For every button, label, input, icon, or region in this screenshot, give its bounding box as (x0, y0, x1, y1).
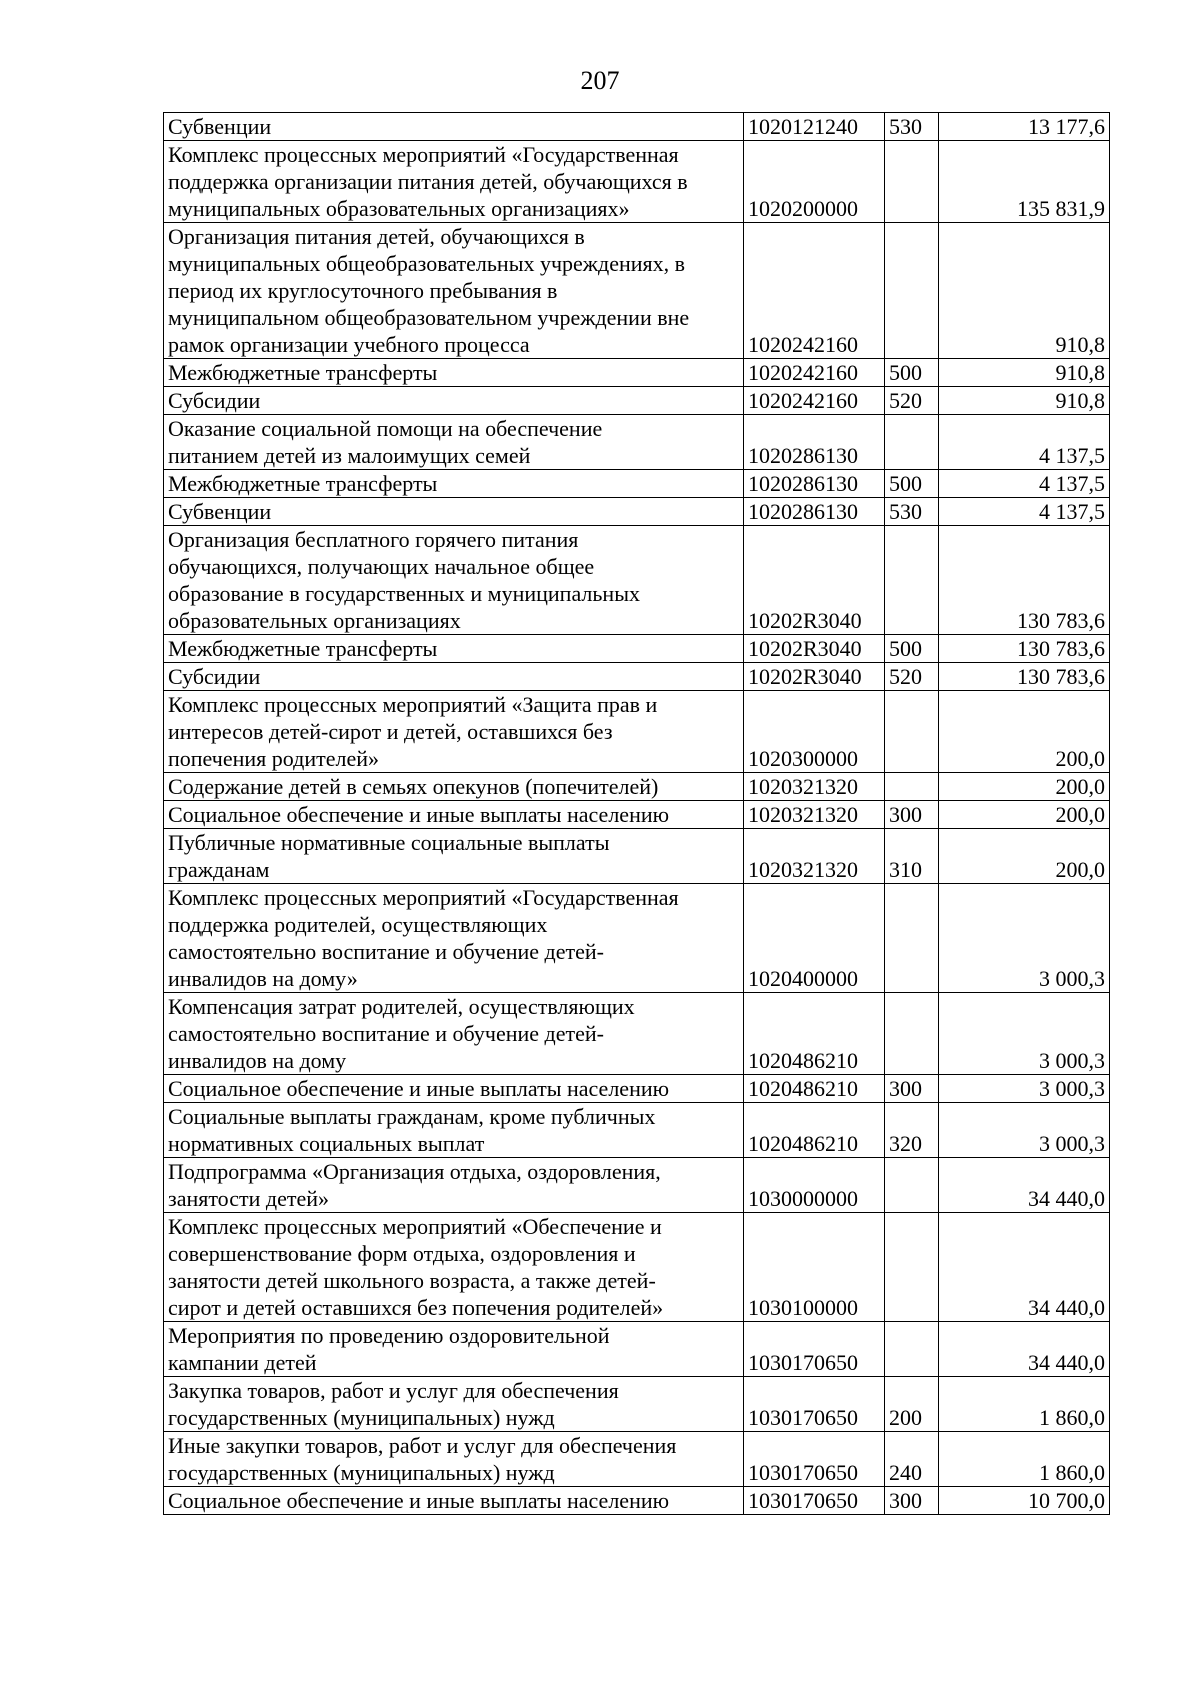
table-row (164, 1487, 1110, 1515)
row-name-cell: Субвенции (164, 498, 744, 526)
row-code-cell: 10202R3040 (744, 635, 885, 663)
row-code-cell: 1020242160 (744, 223, 885, 359)
row-code-cell: 1020486210 (744, 1075, 885, 1103)
table-row (164, 1075, 1110, 1103)
row-code-cell: 1030170650 (744, 1432, 885, 1487)
row-expense-type-cell: 500 (885, 470, 939, 498)
table-row (164, 993, 1110, 1075)
row-name-cell: Социальное обеспечение и иные выплаты населению (164, 1487, 744, 1515)
row-sum-cell: 130 783,6 (939, 526, 1110, 635)
row-expense-type-cell (885, 141, 939, 223)
row-code-cell: 1020286130 (744, 498, 885, 526)
row-code-cell: 10202R3040 (744, 663, 885, 691)
row-code-cell: 1020121240 (744, 113, 885, 141)
table-row (164, 1103, 1110, 1158)
table-row (164, 1432, 1110, 1487)
row-sum-cell: 4 137,5 (939, 415, 1110, 470)
table-row (164, 635, 1110, 663)
row-name-cell: Межбюджетные трансферты (164, 635, 744, 663)
row-code-cell: 1020200000 (744, 141, 885, 223)
table-row (164, 470, 1110, 498)
row-code-cell: 1020300000 (744, 691, 885, 773)
row-expense-type-cell (885, 773, 939, 801)
row-expense-type-cell: 300 (885, 801, 939, 829)
row-name-cell: Содержание детей в семьях опекунов (попечителей) (164, 773, 744, 801)
table-row (164, 663, 1110, 691)
table-row (164, 415, 1110, 470)
row-code-cell: 1020286130 (744, 470, 885, 498)
row-expense-type-cell: 530 (885, 498, 939, 526)
row-expense-type-cell: 300 (885, 1075, 939, 1103)
row-expense-type-cell (885, 526, 939, 635)
row-expense-type-cell: 200 (885, 1377, 939, 1432)
row-name-cell: Подпрограмма «Организация отдыха, оздоровления, занятости детей» (164, 1158, 744, 1213)
row-sum-cell: 3 000,3 (939, 884, 1110, 993)
table-row (164, 1213, 1110, 1322)
row-name-cell: Субсидии (164, 387, 744, 415)
row-expense-type-cell (885, 691, 939, 773)
row-sum-cell: 910,8 (939, 223, 1110, 359)
row-code-cell: 1030100000 (744, 1213, 885, 1322)
row-sum-cell: 34 440,0 (939, 1213, 1110, 1322)
row-expense-type-cell (885, 1213, 939, 1322)
row-expense-type-cell (885, 223, 939, 359)
row-code-cell: 1020286130 (744, 415, 885, 470)
row-expense-type-cell: 500 (885, 635, 939, 663)
row-name-cell: Организация питания детей, обучающихся в муниципальных общеобразовательных учреждениях, в период их круглосуточного пребывания в муниципальном общеобразовательном учреждении вне рамок организации учебного процесса (164, 223, 744, 359)
row-name-cell: Оказание социальной помощи на обеспечение питанием детей из малоимущих семей (164, 415, 744, 470)
row-sum-cell: 1 860,0 (939, 1432, 1110, 1487)
table-row (164, 801, 1110, 829)
row-name-cell: Субсидии (164, 663, 744, 691)
row-name-cell: Социальные выплаты гражданам, кроме публичных нормативных социальных выплат (164, 1103, 744, 1158)
row-name-cell: Комплекс процессных мероприятий «Государственная поддержка родителей, осуществляющих самостоятельно воспитание и обучение детей- инвалидов на дому» (164, 884, 744, 993)
row-expense-type-cell: 500 (885, 359, 939, 387)
row-code-cell: 1030170650 (744, 1487, 885, 1515)
row-sum-cell: 910,8 (939, 359, 1110, 387)
row-code-cell: 1020486210 (744, 1103, 885, 1158)
row-expense-type-cell: 310 (885, 829, 939, 884)
row-sum-cell: 34 440,0 (939, 1322, 1110, 1377)
table-row (164, 1377, 1110, 1432)
page-number: 207 (580, 66, 620, 95)
budget-table (163, 112, 1110, 1515)
row-expense-type-cell: 240 (885, 1432, 939, 1487)
row-sum-cell: 910,8 (939, 387, 1110, 415)
row-name-cell: Мероприятия по проведению оздоровительной кампании детей (164, 1322, 744, 1377)
row-sum-cell: 4 137,5 (939, 470, 1110, 498)
row-name-cell: Комплекс процессных мероприятий «Защита прав и интересов детей-сирот и детей, оставшихся без попечения родителей» (164, 691, 744, 773)
row-expense-type-cell (885, 1322, 939, 1377)
row-sum-cell: 200,0 (939, 691, 1110, 773)
row-code-cell: 1030170650 (744, 1322, 885, 1377)
row-code-cell: 1020486210 (744, 993, 885, 1075)
row-expense-type-cell: 300 (885, 1487, 939, 1515)
row-name-cell: Комплекс процессных мероприятий «Обеспечение и совершенствование форм отдыха, оздоровления и занятости детей школьного возраста, а также детей- сирот и детей оставшихся без попечения родителей» (164, 1213, 744, 1322)
row-name-cell: Компенсация затрат родителей, осуществляющих самостоятельно воспитание и обучение детей- инвалидов на дому (164, 993, 744, 1075)
row-name-cell: Социальное обеспечение и иные выплаты населению (164, 801, 744, 829)
row-code-cell: 1020321320 (744, 829, 885, 884)
row-code-cell: 10202R3040 (744, 526, 885, 635)
table-row (164, 526, 1110, 635)
row-sum-cell: 200,0 (939, 829, 1110, 884)
row-name-cell: Иные закупки товаров, работ и услуг для обеспечения государственных (муниципальных) нужд (164, 1432, 744, 1487)
table-row (164, 359, 1110, 387)
row-name-cell: Межбюджетные трансферты (164, 359, 744, 387)
row-expense-type-cell: 520 (885, 663, 939, 691)
row-name-cell: Закупка товаров, работ и услуг для обеспечения государственных (муниципальных) нужд (164, 1377, 744, 1432)
row-name-cell: Социальное обеспечение и иные выплаты населению (164, 1075, 744, 1103)
row-sum-cell: 130 783,6 (939, 663, 1110, 691)
table-row (164, 113, 1110, 141)
table-row (164, 829, 1110, 884)
row-name-cell: Межбюджетные трансферты (164, 470, 744, 498)
table-row (164, 387, 1110, 415)
row-sum-cell: 1 860,0 (939, 1377, 1110, 1432)
row-name-cell: Комплекс процессных мероприятий «Государственная поддержка организации питания детей, обучающихся в муниципальных образовательных организациях» (164, 141, 744, 223)
table-row (164, 498, 1110, 526)
row-expense-type-cell (885, 993, 939, 1075)
row-code-cell: 1020321320 (744, 773, 885, 801)
row-expense-type-cell (885, 1158, 939, 1213)
row-expense-type-cell: 520 (885, 387, 939, 415)
budget-table-body (164, 113, 1110, 1515)
row-sum-cell: 130 783,6 (939, 635, 1110, 663)
table-row (164, 691, 1110, 773)
row-sum-cell: 200,0 (939, 773, 1110, 801)
row-sum-cell: 10 700,0 (939, 1487, 1110, 1515)
row-expense-type-cell: 530 (885, 113, 939, 141)
row-code-cell: 1030170650 (744, 1377, 885, 1432)
row-name-cell: Организация бесплатного горячего питания обучающихся, получающих начальное общее образование в государственных и муниципальных образовательных организациях (164, 526, 744, 635)
table-row (164, 884, 1110, 993)
row-name-cell: Субвенции (164, 113, 744, 141)
row-sum-cell: 135 831,9 (939, 141, 1110, 223)
row-name-cell: Публичные нормативные социальные выплаты гражданам (164, 829, 744, 884)
row-expense-type-cell: 320 (885, 1103, 939, 1158)
row-expense-type-cell (885, 884, 939, 993)
row-code-cell: 1020242160 (744, 359, 885, 387)
row-sum-cell: 3 000,3 (939, 1103, 1110, 1158)
table-row (164, 223, 1110, 359)
row-code-cell: 1020321320 (744, 801, 885, 829)
row-code-cell: 1030000000 (744, 1158, 885, 1213)
table-row (164, 773, 1110, 801)
row-expense-type-cell (885, 415, 939, 470)
row-code-cell: 1020400000 (744, 884, 885, 993)
row-sum-cell: 13 177,6 (939, 113, 1110, 141)
row-sum-cell: 34 440,0 (939, 1158, 1110, 1213)
row-code-cell: 1020242160 (744, 387, 885, 415)
table-row (164, 141, 1110, 223)
row-sum-cell: 3 000,3 (939, 993, 1110, 1075)
row-sum-cell: 3 000,3 (939, 1075, 1110, 1103)
row-sum-cell: 200,0 (939, 801, 1110, 829)
row-sum-cell: 4 137,5 (939, 498, 1110, 526)
table-row (164, 1322, 1110, 1377)
table-row (164, 1158, 1110, 1213)
